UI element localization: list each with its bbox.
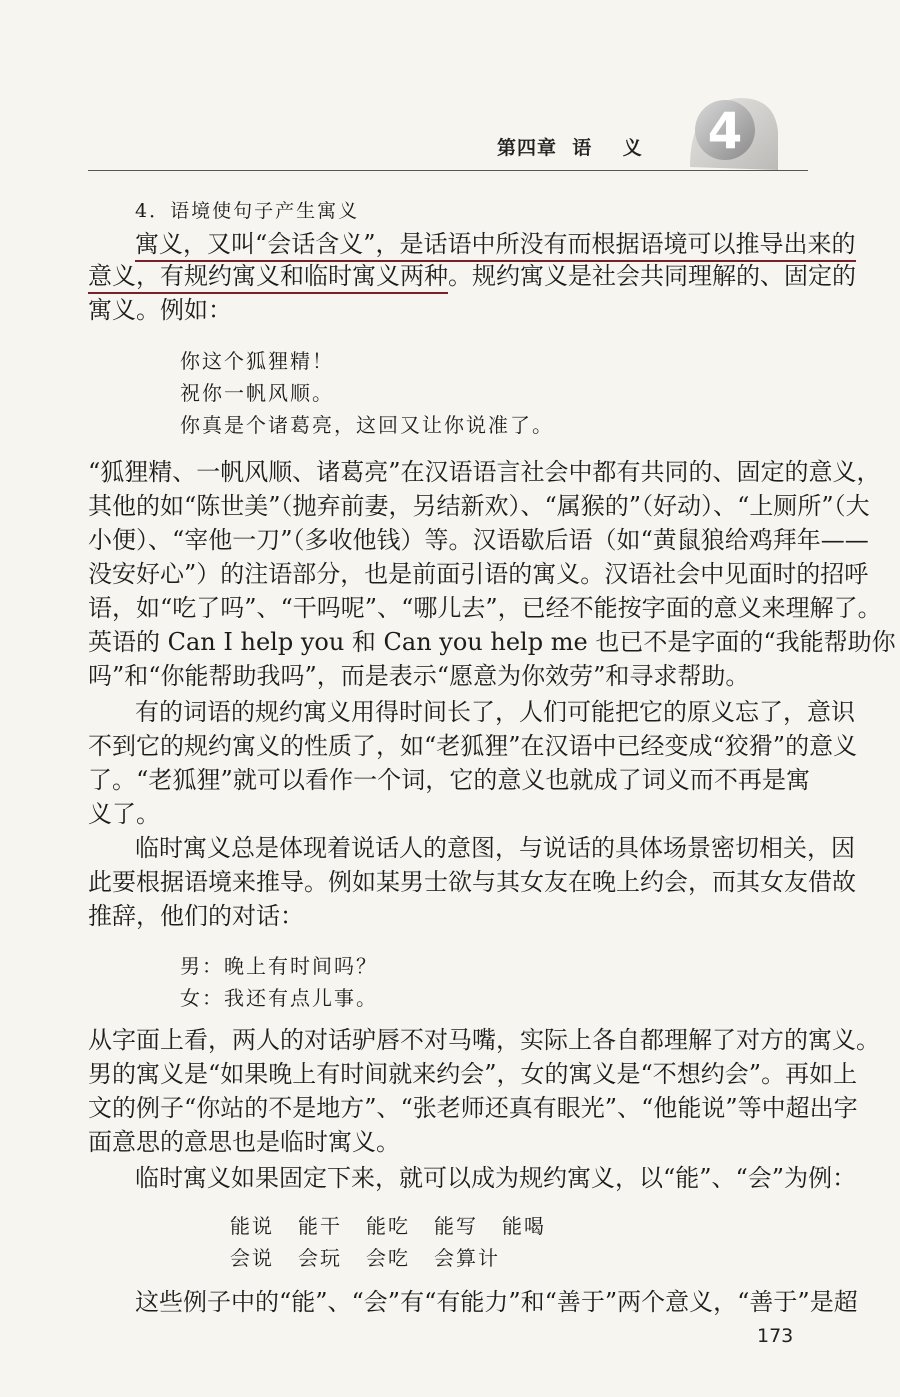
para2-line: 语，如“吃了吗”、“干吗呢”、“哪儿去”，已经不能按字面的意义来理解了。 (88, 594, 882, 622)
para5-line: 面意思的意思也是临时寓义。 (88, 1128, 400, 1156)
section-subheading: 4．语境使句子产生寓义 (135, 200, 360, 222)
para1-line3: 寓义。例如： (88, 296, 232, 324)
word-example: 能喝 (502, 1214, 546, 1238)
para4-line: 推辞，他们的对话： (88, 902, 304, 930)
para2-line: 其他的如“陈世美”（抛弃前妻，另结新欢）、“属猴的”（好动）、“上厕所”（大 (88, 492, 870, 520)
para3-line: 义了。 (88, 800, 160, 828)
para2-line: 英语的 Can I help you 和 Can you help me 也已不是字面的“我能帮助你 (88, 628, 896, 656)
word-examples-row (230, 1242, 500, 1271)
para2-line: “狐狸精、一帆风顺、诸葛亮”在汉语语言社会中都有共同的、固定的意义， (88, 458, 881, 486)
word-example: 能吃 (366, 1214, 410, 1238)
para1-line2 (88, 260, 856, 292)
para3-line: 了。“老狐狸”就可以看作一个词，它的意义也就成了词义而不再是寓 (88, 766, 810, 794)
para4-line: 此要根据语境来推导。例如某男士欲与其女友在晚上约会，而其女友借故 (88, 868, 856, 896)
para3-line: 不到它的规约寓义的性质了，如“老狐狸”在汉语中已经变成“狡猾”的意义 (88, 732, 858, 760)
example-sentence: 你真是个诸葛亮，这回又让你说准了。 (180, 413, 554, 437)
example-sentence: 祝你一帆风顺。 (180, 381, 334, 405)
chapter-header-title: 第四章 语 义 (497, 137, 643, 159)
chapter-number: 4 (707, 102, 743, 160)
body-text: 。规约寓义是社会共同理解的、固定的 (448, 262, 856, 290)
para5-line: 文的例子“你站的不是地方”、“张老师还真有眼光”、“他能说”等中超出字 (88, 1094, 858, 1122)
header-divider (88, 170, 808, 171)
word-example: 会吃 (366, 1246, 410, 1270)
para1-line1 (135, 228, 856, 260)
word-example: 会玩 (298, 1246, 342, 1270)
underlined-text: 意义，有规约寓义和临时寓义两种 (88, 262, 448, 294)
para3-line: 有的词语的规约寓义用得时间长了，人们可能把它的原义忘了，意识 (135, 698, 855, 726)
underlined-text: 寓义，又叫“会话含义”，是话语中所没有而根据语境可以推导出来的 (135, 230, 856, 262)
para2-line: 没安好心”）的注语部分，也是前面引语的寓义。汉语社会中见面时的招呼 (88, 560, 869, 588)
word-example: 能干 (298, 1214, 342, 1238)
dialogue-line: 男：晚上有时间吗？ (180, 954, 378, 978)
example-sentence: 你这个狐狸精！ (180, 349, 334, 373)
word-example: 会说 (230, 1246, 274, 1270)
word-example: 能写 (434, 1214, 478, 1238)
para4-line: 临时寓义总是体现着说话人的意图，与说话的具体场景密切相关，因 (135, 834, 855, 862)
para7-line: 这些例子中的“能”、“会”有“有能力”和“善于”两个意义，“善于”是超 (135, 1288, 858, 1316)
page-number: 173 (757, 1325, 794, 1347)
word-example: 会算计 (434, 1246, 500, 1270)
para2-line: 小便）、“宰他一刀”（多收他钱）等。汉语歇后语（如“黄鼠狼给鸡拜年—— (88, 526, 869, 554)
word-example: 能说 (230, 1214, 274, 1238)
para6-line: 临时寓义如果固定下来，就可以成为规约寓义，以“能”、“会”为例： (135, 1164, 857, 1192)
chapter-number-badge (680, 92, 780, 172)
para5-line: 从字面上看，两人的对话驴唇不对马嘴，实际上各自都理解了对方的寓义。 (88, 1026, 880, 1054)
para5-line: 男的寓义是“如果晚上有时间就来约会”，女的寓义是“不想约会”。再如上 (88, 1060, 858, 1088)
word-examples-row (230, 1210, 546, 1239)
para2-line: 吗”和“你能帮助我吗”，而是表示“愿意为你效劳”和寻求帮助。 (88, 662, 750, 690)
dialogue-line: 女：我还有点儿事。 (180, 986, 378, 1010)
